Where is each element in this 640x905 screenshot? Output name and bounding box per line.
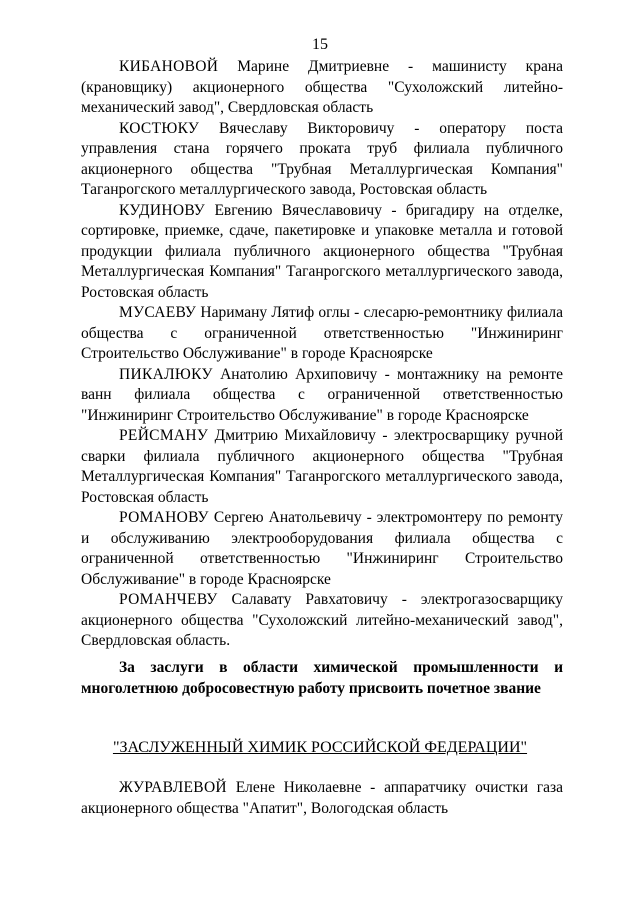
recipient-surname: МУСАЕВУ xyxy=(119,304,197,321)
award-entry xyxy=(81,365,563,427)
recipient-surname: ЖУРАВЛЕВОЙ xyxy=(119,779,227,796)
award-entry xyxy=(81,426,563,508)
award-list xyxy=(81,57,563,652)
recipient-surname: РОМАНОВУ xyxy=(119,509,209,526)
recipient-details: Дмитрию Михайловичу - электросварщику ручной сварки филиала публичного акционерного общества "Трубная Металлургическая Компания" Таганрогского металлургического завода, Ростовская область xyxy=(81,427,564,506)
recipient-surname: ПИКАЛЮКУ xyxy=(119,365,213,383)
award-entry xyxy=(81,590,563,652)
recipient-details: Анатолию Архиповичу - монтажнику на ремонте ванн филиала общества с ограниченной ответственностью "Инжиниринг Строительство Обслуживание" в городе Красноярске xyxy=(81,365,564,424)
recipient-details: Марине Дмитриевне - машинисту крана (крановщику) акционерного общества "Сухоложский литейно-механический завод", Свердловская область xyxy=(81,58,563,116)
recipient-surname: КИБАНОВОЙ xyxy=(119,58,219,75)
page-number: 15 xyxy=(312,36,328,53)
award-entry xyxy=(81,57,563,119)
award-entry xyxy=(81,303,563,365)
recipient-surname: РЕЙСМАНУ xyxy=(119,427,209,444)
award-entry xyxy=(81,201,563,304)
decree-paragraph: За заслуги в области химической промышленности и многолетнюю добросовестную работу присвоить почетное звание xyxy=(81,659,563,697)
award-entry xyxy=(81,119,563,201)
recipient-surname: РОМАНЧЕВУ xyxy=(119,591,218,608)
award-entry-final xyxy=(81,778,563,819)
award-title xyxy=(0,738,640,758)
recipient-details: Нариману Лятиф оглы - слесарю-ремонтнику филиала общества с ограниченной ответственностью "Инжиниринг Строительство Обслуживание" в городе Красноярске xyxy=(81,304,563,362)
award-entry xyxy=(81,508,563,590)
recipient-details: Сергею Анатольевичу - электромонтеру по ремонту и обслуживанию электрооборудования филиала общества с ограниченной ответственностью "Инжиниринг Строительство Обслуживание" в городе Красноярске xyxy=(81,509,563,588)
recipient-details: Салавату Равхатовичу - электрогазосварщику акционерного общества "Сухоложский литейно-механический завод", Свердловская область. xyxy=(81,591,563,649)
recipient-details: Вячеславу Викторовичу - оператору поста управления стана горячего проката труб филиала публичного акционерного общества "Трубная Металлургическая Компания" Таганрогского металлургического завода, Ростовская область xyxy=(81,119,563,198)
recipient-surname: КОСТЮКУ xyxy=(119,119,200,137)
recipient-surname: КУДИНОВУ xyxy=(119,201,206,219)
award-title-text: "ЗАСЛУЖЕННЫЙ ХИМИК РОССИЙСКОЙ ФЕДЕРАЦИИ" xyxy=(112,739,528,756)
recipient-details: Елене Николаевне - аппаратчику очистки газа акционерного общества "Апатит", Вологодская область xyxy=(81,779,564,817)
recipient-details: Евгению Вячеславовичу - бригадиру на отделке, сортировке, приемке, сдаче, пакетировке и упаковке металла и готовой продукции филиала публичного акционерного общества "Трубная Металлургическая Компания" Таганрогского металлургического завода, Ростовская область xyxy=(81,201,563,301)
